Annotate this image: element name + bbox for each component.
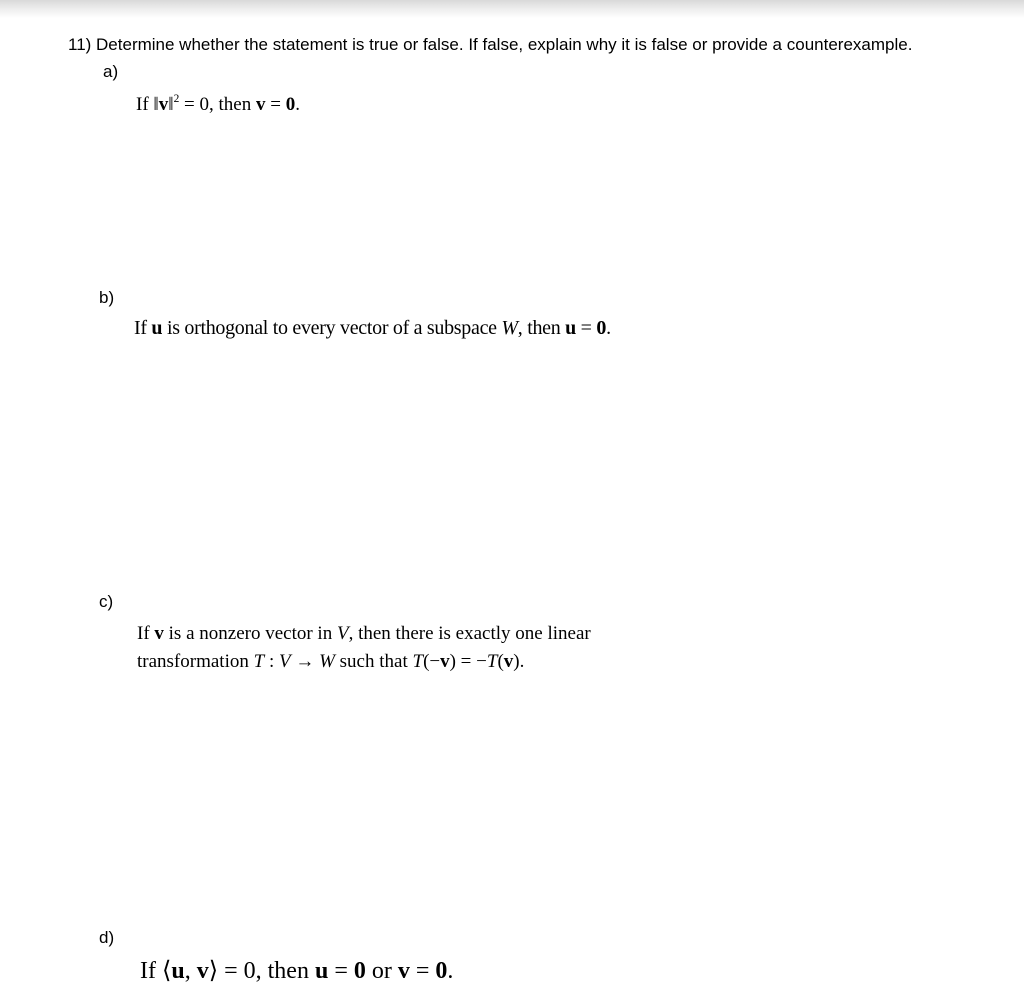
- part-b-label: b): [99, 288, 115, 307]
- part-c-line-2: [137, 648, 591, 676]
- part-a-zero-vector: 0: [285, 94, 296, 115]
- part-c-label: c): [99, 592, 114, 611]
- part-d-vector-u: u: [171, 958, 185, 984]
- part-a-if: If: [136, 94, 154, 115]
- part-a-equals: =: [265, 94, 286, 115]
- part-c-arrow: →: [290, 651, 320, 672]
- part-d-equals-2: =: [409, 958, 436, 984]
- part-c-paren-neg: (−: [423, 651, 441, 672]
- part-b-subspace-w: W: [501, 317, 518, 339]
- part-c-statement: [137, 620, 591, 676]
- part-d-comma: ,: [184, 958, 197, 984]
- part-d-zero-vector-2: 0: [435, 958, 448, 984]
- part-a-statement: [136, 93, 300, 118]
- part-a-eq-then: = 0, then: [179, 94, 256, 115]
- part-b-then: , then: [517, 317, 566, 339]
- part-c-line-1: [137, 620, 591, 648]
- part-d-statement: [140, 956, 453, 987]
- part-b-zero-vector: 0: [596, 317, 607, 339]
- part-c-domain-v: V: [278, 651, 291, 672]
- part-b-statement: [134, 315, 611, 341]
- part-d-angle-open: ⟨: [161, 958, 172, 984]
- part-d-if: If: [140, 958, 162, 984]
- part-d-vector-v: v: [196, 958, 209, 984]
- part-c-if: If: [137, 623, 155, 644]
- part-a-norm-close: ‖: [168, 94, 174, 115]
- part-c-vector-v-3: v: [503, 651, 514, 672]
- part-a-vector-v-2: v: [255, 94, 266, 115]
- part-b-mid: is orthogonal to every vector of a subspace: [162, 317, 502, 339]
- part-c-mid: is a nonzero vector in: [163, 623, 337, 644]
- part-c-t-2: T: [412, 651, 424, 672]
- part-a-vector-v: v: [158, 94, 169, 115]
- part-b-vector-u: u: [151, 317, 163, 339]
- window-top-shadow: [0, 0, 1024, 18]
- part-d-vector-u-2: u: [314, 958, 329, 984]
- part-b-equals: =: [575, 317, 597, 339]
- question-prompt: 11) Determine whether the statement is true or false. If false, explain why it is false or provide a counterexample.: [68, 35, 913, 54]
- part-c-codomain-w: W: [319, 651, 335, 672]
- part-a-label: a): [103, 62, 119, 81]
- part-a-exponent: 2: [173, 93, 180, 106]
- part-d-eq-then: = 0, then: [218, 958, 315, 984]
- part-d-vector-v-2: v: [397, 958, 410, 984]
- part-c-vector-v: v: [154, 623, 164, 644]
- part-c-end: ).: [513, 651, 525, 672]
- part-d-period: .: [447, 958, 454, 984]
- part-c-t-3: T: [486, 651, 498, 672]
- part-c-transformation: transformation: [137, 651, 254, 672]
- part-d-equals-1: =: [328, 958, 354, 984]
- part-a-norm-open: ‖: [153, 94, 159, 115]
- part-d-or: or: [365, 958, 398, 984]
- part-c-such-that: such that: [334, 651, 413, 672]
- part-c-vector-v-2: v: [440, 651, 450, 672]
- part-c-t: T: [253, 651, 265, 672]
- part-d-label: d): [99, 928, 115, 947]
- part-b-if: If: [134, 317, 152, 339]
- part-c-paren-open: (: [497, 651, 504, 672]
- part-a-period: .: [295, 94, 300, 115]
- part-c-space-v: V: [336, 623, 349, 644]
- part-c-eq-neg: ) = −: [449, 651, 487, 672]
- part-d-angle-close: ⟩: [208, 958, 219, 984]
- part-b-vector-u-2: u: [565, 317, 576, 339]
- part-d-zero-vector-1: 0: [353, 958, 366, 984]
- part-c-colon: :: [264, 651, 279, 672]
- part-c-rest: , then there is exactly one linear: [348, 623, 591, 644]
- part-b-period: .: [606, 317, 611, 339]
